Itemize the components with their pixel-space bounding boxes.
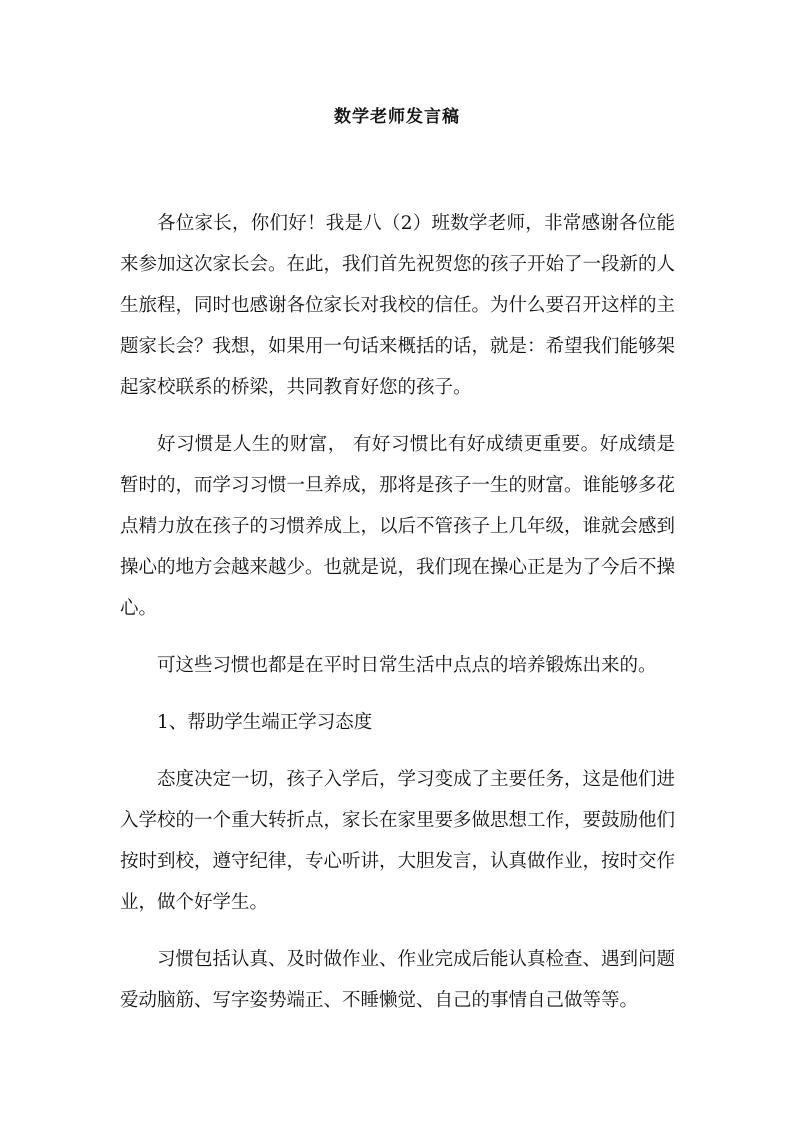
paragraph-daily-training: 可这些习惯也都是在平时日常生活中点点的培养锻炼出来的。 <box>157 655 657 676</box>
paragraph-good-habits: 好习惯是人生的财富， 有好习惯比有好成绩更重要。好成绩是暂时的，而学习习惯一旦养成，那将是孩子一生的财富。谁能够多花点精力放在孩子的习惯养成上，以后不管孩子上几年级，谁就会感到操心的地方会越来越少。也就是说，我们现在操心正是为了今后不操心。 <box>120 434 676 619</box>
document-body <box>120 203 675 1037</box>
page-title: 数学老师发言稿 <box>334 107 460 127</box>
section-heading-1: 1、帮助学生端正学习态度 <box>157 712 373 733</box>
paragraph-greeting: 各位家长，你们好！我是八（2）班数学老师，非常感谢各位能来参加这次家长会。在此，我们首先祝贺您的孩子开始了一段新的人生旅程，同时也感谢各位家长对我校的信任。为什么要召开这样的主题家长会？我想，如果用一句话来概括的话，就是：希望我们能够架起家校联系的桥梁，共同教育好您的孩子。 <box>120 213 676 398</box>
paragraph-habits-list: 习惯包括认真、及时做作业、作业完成后能认真检查、遇到问题爱动脑筋、写字姿势端正、不睡懒觉、自己的事情自己做等等。 <box>120 949 676 1011</box>
paragraph-attitude: 态度决定一切，孩子入学后，学习变成了主要任务，这是他们进入学校的一个重大转折点，家长在家里要多做思想工作，要鼓励他们按时到校，遵守纪律，专心听讲，大胆发言，认真做作业，按时交作业，做个好学生。 <box>120 769 676 913</box>
